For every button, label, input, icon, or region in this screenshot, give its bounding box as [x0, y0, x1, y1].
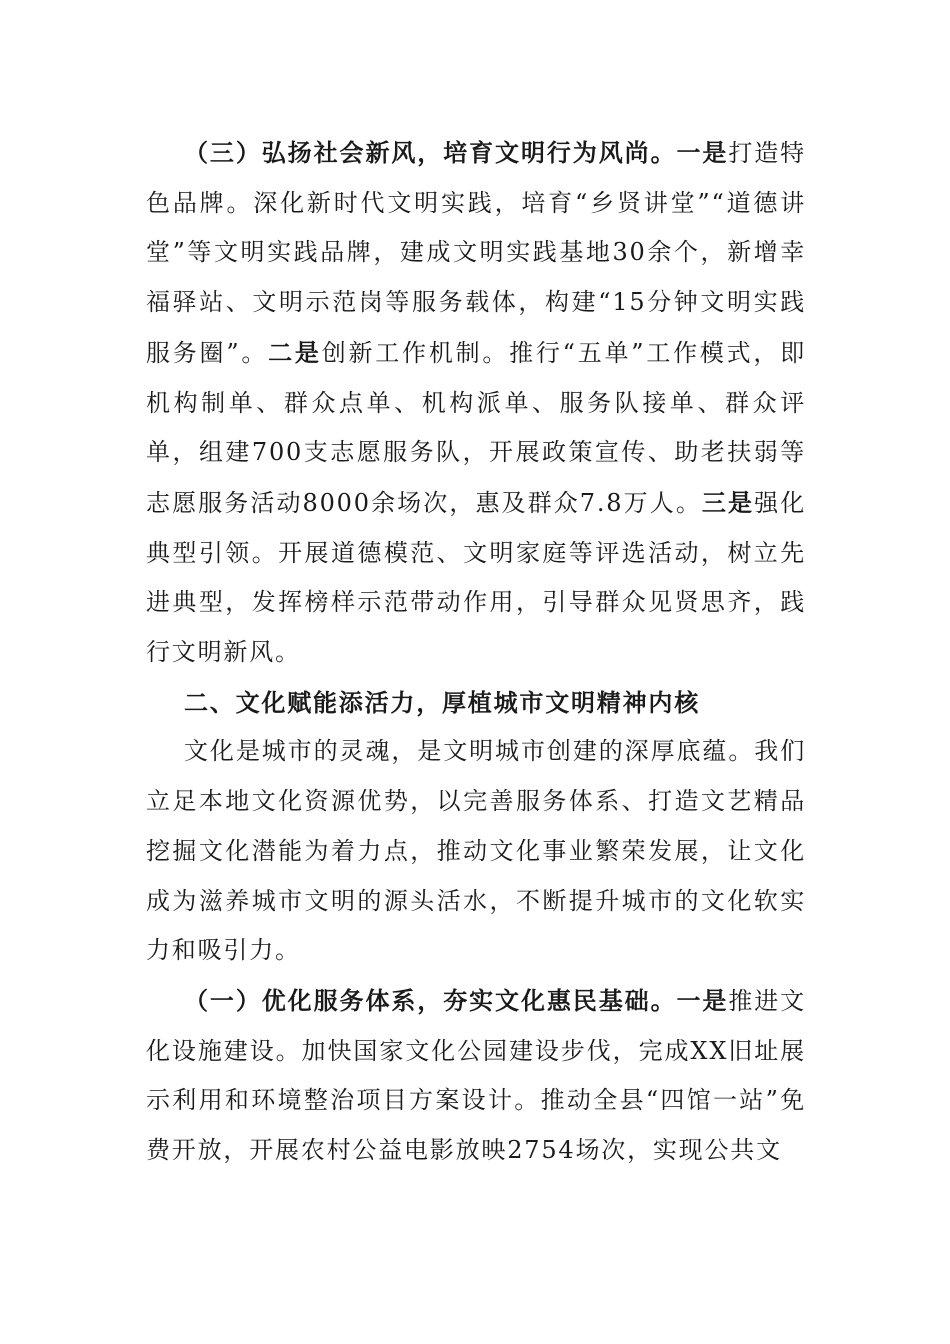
point-marker-one: 一是 — [676, 985, 729, 1015]
point-text-one: 推进文化设施建设。加快国家文化公园建设步伐，完成XX旧址展示利用和环境整治项目方案设计。推动全县“四馆一站”免费开放，开展农村公益电影放映2754场次，实现公共文 — [146, 986, 806, 1165]
paragraph-3-social-customs — [146, 128, 806, 678]
paragraph-culture-intro: 文化是城市的灵魂，是文明城市创建的深厚底蕴。我们立足本地文化资源优势，以完善服务体系、打造文艺精品挖掘文化潜能为着力点，推动文化事业繁荣发展，让文化成为滋养城市文明的源头活水，不断提升城市的文化软实力和吸引力。 — [146, 737, 806, 965]
paragraph-lead-heading: （一）优化服务体系，夯实文化惠民基础。 — [184, 985, 677, 1015]
point-marker-one: 一是 — [676, 138, 729, 167]
section-heading-culture: 二、文化赋能添活力，厚植城市文明精神内核 — [184, 687, 700, 717]
document-body — [146, 128, 806, 1176]
point-marker-two: 二是 — [268, 337, 322, 367]
point-text-two: 创新工作机制。推行“五单”工作模式，即机构制单、群众点单、机构派单、服务队接单、群众评单，组建700支志愿服务队，开展政策宣传、助老扶弱等志愿服务活动8000余场次，惠及群众7.8万人。 — [146, 338, 806, 517]
paragraph-1-service-system — [146, 976, 806, 1176]
paragraph-lead-heading: （三）弘扬社会新风，培育文明行为风尚。 — [184, 138, 677, 167]
point-text-one: 打造特色品牌。深化新时代文明实践，培育“乡贤讲堂”“道德讲堂”等文明实践品牌，建成文明实践基地30余个，新增幸福驿站、文明示范岗等服务载体，构建“15分钟文明实践服务圈”。 — [146, 139, 806, 367]
point-text-three: 强化典型引领。开展道德模范、文明家庭等评选活动，树立先进典型，发挥榜样示范带动作用，引导群众见贤思齐，践行文明新风。 — [146, 488, 806, 667]
point-marker-three: 三是 — [701, 487, 755, 517]
